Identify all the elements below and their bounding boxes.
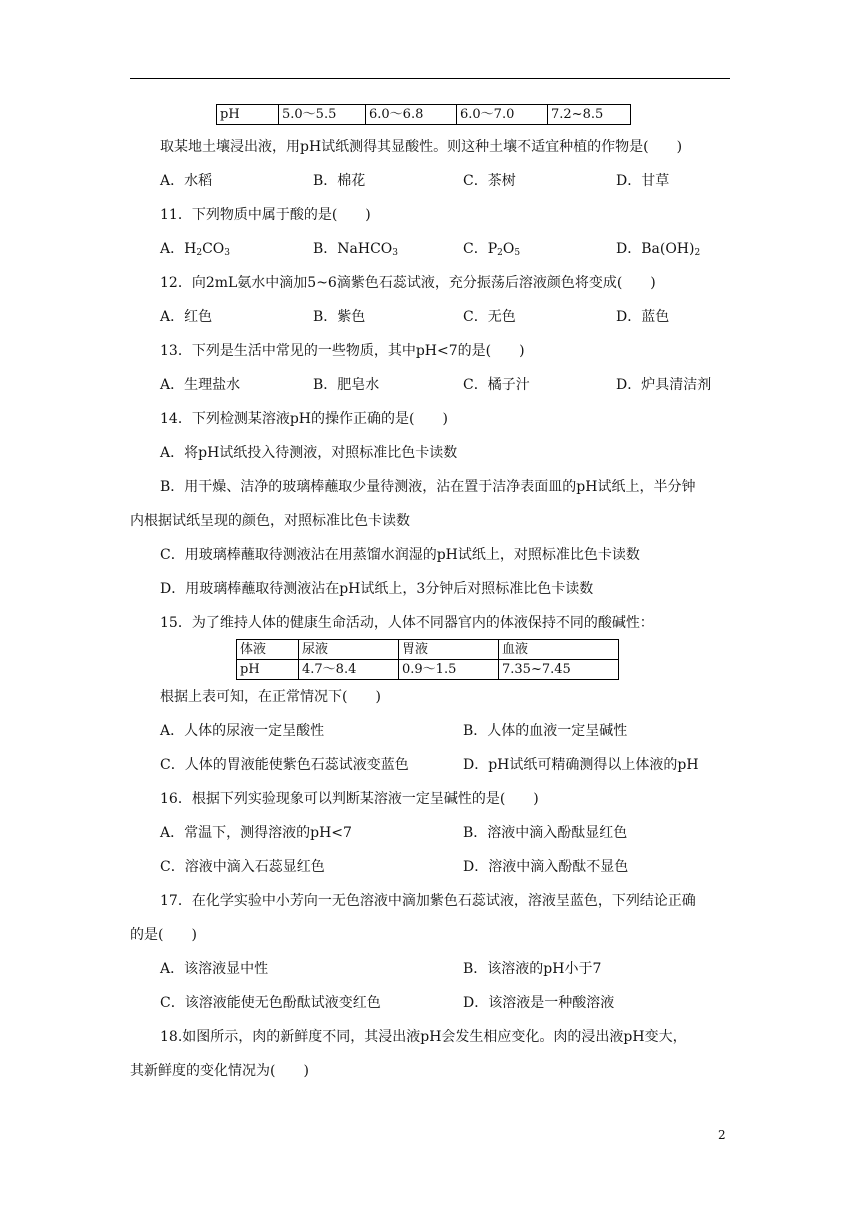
formula-text: CO [202, 241, 225, 257]
subscript: 2 [196, 248, 203, 258]
subscript: 3 [392, 248, 399, 258]
formula-text: A．H [160, 241, 197, 257]
q12-option-b: B．紫色 [313, 309, 366, 325]
q15-option-c: C．人体的胃液能使紫色石蕊试液变蓝色 [160, 757, 409, 773]
question-17-stem-line2: 的是( ) [130, 927, 197, 943]
table-cell: pH [237, 660, 299, 680]
q16-option-b: B．溶液中滴入酚酞显红色 [463, 825, 628, 841]
q10-option-a: A．水稻 [160, 173, 213, 189]
subscript: 5 [514, 248, 521, 258]
question-16-stem: 16．根据下列实验现象可以判断某溶液一定呈碱性的是( ) [160, 791, 539, 807]
table-cell: 5.0～5.5 [279, 105, 366, 125]
question-13-stem: 13．下列是生活中常见的一些物质，其中pH<7的是( ) [160, 343, 525, 359]
table-row [237, 640, 619, 660]
subscript: 2 [497, 248, 503, 258]
table-cell: 4.7～8.4 [299, 660, 399, 680]
q14-option-a: A．将pH试纸投入待测液，对照标准比色卡读数 [160, 445, 458, 461]
question-10-stem: 取某地土壤浸出液，用pH试纸测得其显酸性。则这种土壤不适宜种植的作物是( ) [160, 139, 683, 155]
q15-option-a: A．人体的尿液一定呈酸性 [160, 723, 325, 739]
q14-option-b-line1: B．用干燥、洁净的玻璃棒蘸取少量待测液，沾在置于洁净表面皿的pH试纸上，半分钟 [160, 479, 696, 495]
table-row [217, 105, 631, 125]
q10-option-c: C．茶树 [463, 173, 516, 189]
table-cell: 0.9～1.5 [399, 660, 499, 680]
table-cell: pH [217, 105, 279, 125]
q13-option-b: B．肥皂水 [313, 377, 380, 393]
body-fluid-ph-table [236, 639, 619, 680]
q12-option-d: D．蓝色 [616, 309, 670, 325]
header-rule [130, 78, 730, 79]
q14-option-c: C．用玻璃棒蘸取待测液沾在用蒸馏水润湿的pH试纸上，对照标准比色卡读数 [160, 547, 640, 563]
page-number: 2 [718, 1128, 726, 1142]
q17-option-c: C．该溶液能使无色酚酞试液变红色 [160, 995, 381, 1011]
subscript: 3 [224, 248, 230, 258]
formula-text: O [502, 241, 515, 257]
q17-option-a: A．该溶液显中性 [160, 961, 269, 977]
formula-text: C．P [463, 241, 498, 257]
q12-option-a: A．红色 [160, 309, 213, 325]
formula-text: B．NaHCO [313, 241, 393, 257]
crop-ph-table [216, 104, 631, 125]
q11-option-d [616, 239, 700, 259]
q16-option-a: A．常温下，测得溶液的pH<7 [160, 825, 352, 841]
q10-option-d: D．甘草 [616, 173, 670, 189]
q14-option-b-line2: 内根据试纸呈现的颜色，对照标准比色卡读数 [130, 513, 410, 529]
question-18-stem-line2: 其新鲜度的变化情况为( ) [130, 1063, 309, 1079]
table-cell: 尿液 [299, 640, 399, 660]
q17-option-d: D．该溶液是一种酸溶液 [463, 995, 615, 1011]
table-cell: 6.0～6.8 [366, 105, 457, 125]
question-14-stem: 14．下列检测某溶液pH的操作正确的是( ) [160, 411, 448, 427]
question-18-stem-line1: 18.如图所示，肉的新鲜度不同，其浸出液pH会发生相应变化。肉的浸出液pH变大， [160, 1029, 687, 1045]
q15-lead: 根据上表可知，在正常情况下( ) [160, 689, 381, 705]
question-12-stem: 12．向2mL氨水中滴加5~6滴紫色石蕊试液，充分振荡后溶液颜色将变成( ) [160, 275, 656, 291]
formula-text: D．Ba(OH) [616, 241, 695, 257]
q12-option-c: C．无色 [463, 309, 516, 325]
q13-option-a: A．生理盐水 [160, 377, 241, 393]
question-11-stem: 11．下列物质中属于酸的是( ) [160, 207, 371, 223]
q17-option-b: B．该溶液的pH小于7 [463, 961, 602, 977]
q15-option-b: B．人体的血液一定呈碱性 [463, 723, 628, 739]
table-cell: 血液 [499, 640, 619, 660]
q11-option-b [313, 239, 398, 259]
q13-option-c: C．橘子汁 [463, 377, 530, 393]
table-cell: 6.0～7.0 [457, 105, 548, 125]
q11-option-c [463, 239, 520, 259]
table-cell: 胃液 [399, 640, 499, 660]
q16-option-c: C．溶液中滴入石蕊显红色 [160, 859, 325, 875]
question-17-stem-line1: 17．在化学实验中小芳向一无色溶液中滴加紫色石蕊试液，溶液呈蓝色，下列结论正确 [160, 893, 696, 909]
table-cell: 7.2~8.5 [548, 105, 631, 125]
q15-option-d: D．pH试纸可精确测得以上体液的pH [463, 757, 699, 773]
table-cell: 体液 [237, 640, 299, 660]
q14-option-d: D．用玻璃棒蘸取待测液沾在pH试纸上，3分钟后对照标准比色卡读数 [160, 581, 594, 597]
table-cell: 7.35~7.45 [499, 660, 619, 680]
q10-option-b: B．棉花 [313, 173, 366, 189]
q13-option-d: D．炉具清洁剂 [616, 377, 712, 393]
subscript: 2 [694, 248, 701, 258]
q11-option-a [160, 239, 230, 259]
q16-option-d: D．溶液中滴入酚酞不显色 [463, 859, 629, 875]
table-row [237, 660, 619, 680]
question-15-stem: 15．为了维持人体的健康生命活动，人体不同器官内的体液保持不同的酸碱性： [160, 615, 654, 631]
